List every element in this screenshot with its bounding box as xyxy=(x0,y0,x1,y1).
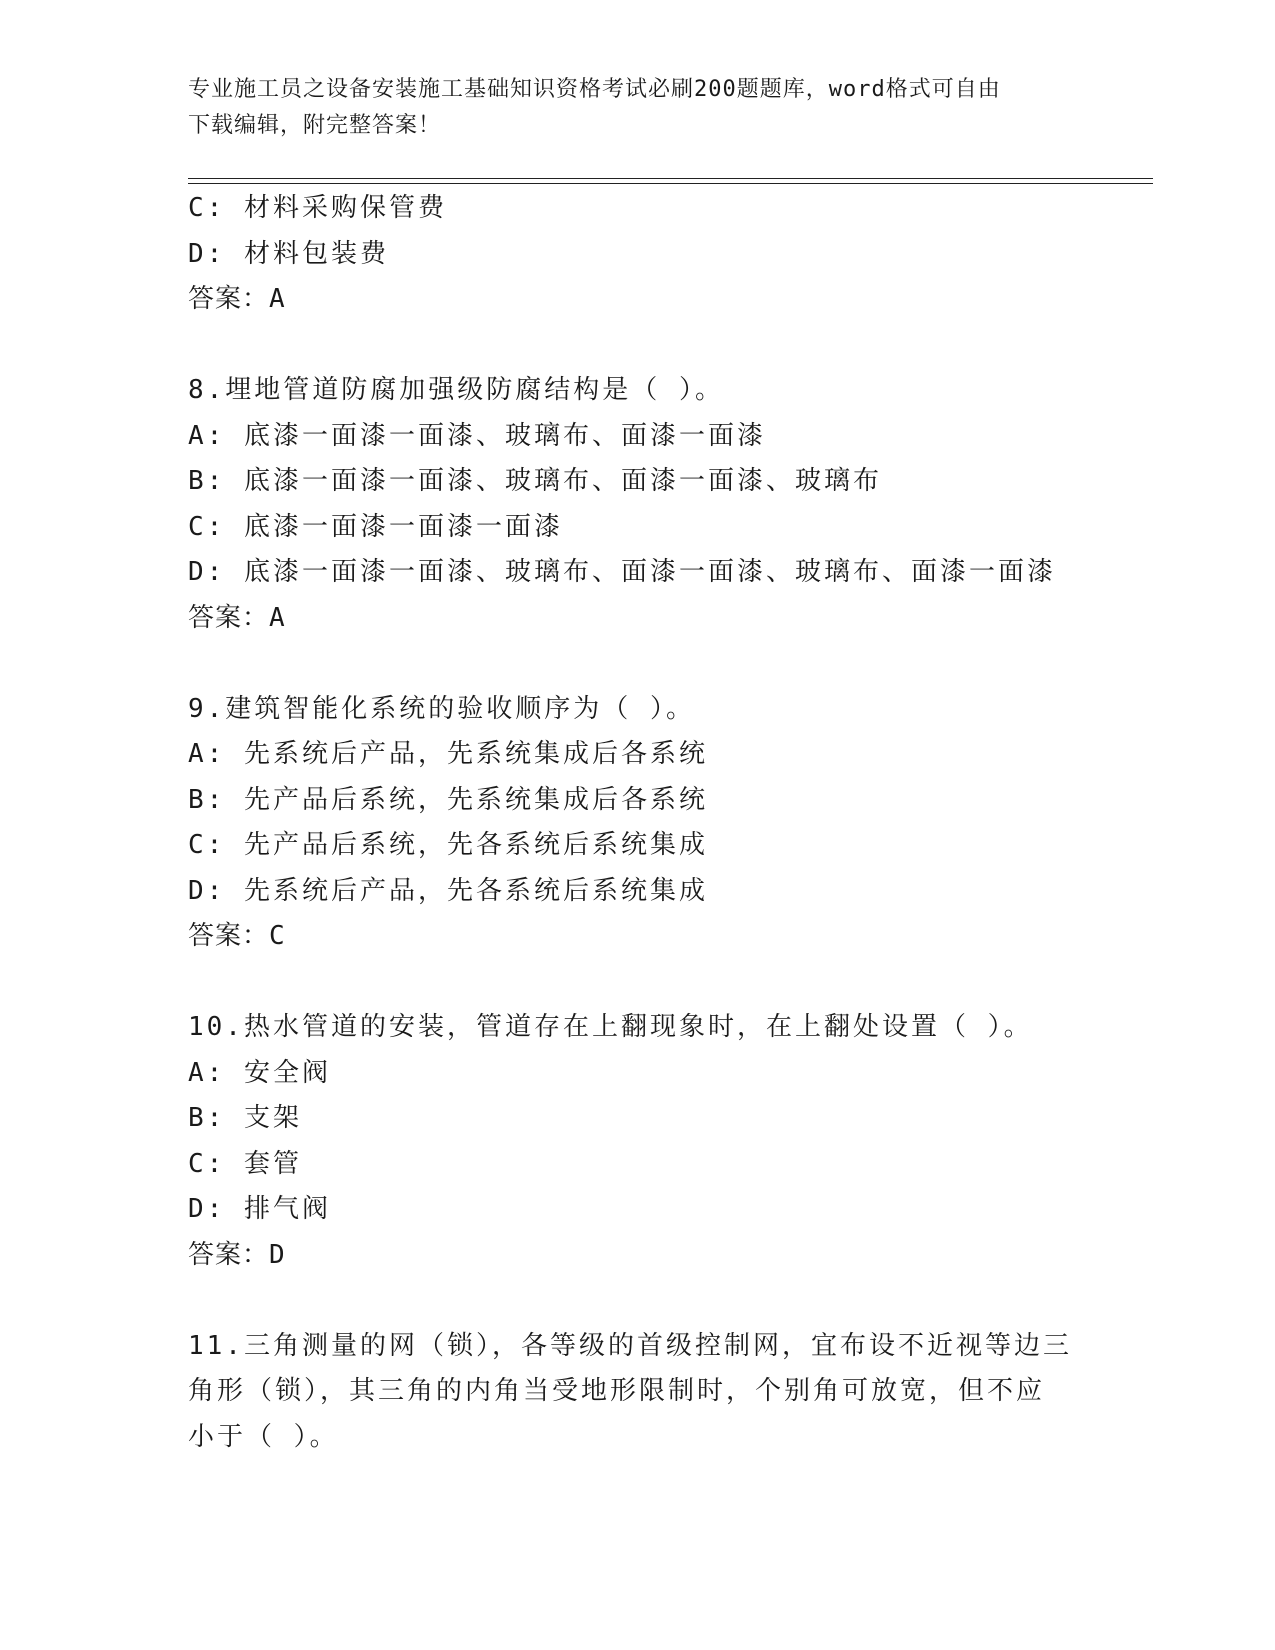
option-c: C: 底漆一面漆一面漆一面漆 xyxy=(188,511,563,542)
header-line-1: 专业施工员之设备安装施工基础知识资格考试必刷200题题库，word格式可自由 xyxy=(188,77,1001,102)
option-c: C: 材料采购保管费 xyxy=(188,193,447,223)
question-list xyxy=(188,186,1088,1460)
question-stem: 8.埋地管道防腐加强级防腐结构是（ ）。 xyxy=(188,375,724,405)
question-stem: 9.建筑智能化系统的验收顺序为（ ）。 xyxy=(188,693,695,724)
option-a: A: 底漆一面漆一面漆、玻璃布、面漆一面漆 xyxy=(188,420,766,451)
question-10 xyxy=(188,1005,1088,1278)
question-11 xyxy=(188,1324,1088,1461)
question-9 xyxy=(188,687,1088,960)
option-c: C: 套管 xyxy=(188,1148,302,1179)
header-line-2: 下载编辑，附完整答案！ xyxy=(188,113,442,138)
question-8 xyxy=(188,368,1088,641)
header-divider-bottom xyxy=(188,183,1153,184)
question-stem-line-3: 小于（ ）。 xyxy=(188,1421,339,1452)
question-fragment xyxy=(188,186,1088,323)
option-d: D: 底漆一面漆一面漆、玻璃布、面漆一面漆、玻璃布、面漆一面漆 xyxy=(188,557,1056,587)
spacer xyxy=(188,960,1088,1006)
answer: 答案：A xyxy=(188,284,286,314)
option-c: C: 先产品后系统，先各系统后系统集成 xyxy=(188,830,708,860)
answer: 答案：C xyxy=(188,921,286,951)
option-a: A: 安全阀 xyxy=(188,1057,331,1088)
option-a: A: 先系统后产品，先系统集成后各系统 xyxy=(188,739,708,769)
question-stem-line-1: 11.三角测量的网（锁），各等级的首级控制网，宜布设不近视等边三 xyxy=(188,1330,1072,1361)
question-stem: 10.热水管道的安装，管道存在上翻现象时，在上翻处设置（ ）。 xyxy=(188,1012,1033,1042)
answer: 答案：D xyxy=(188,1239,286,1270)
option-b: B: 底漆一面漆一面漆、玻璃布、面漆一面漆、玻璃布 xyxy=(188,466,882,496)
document-header xyxy=(188,72,1068,144)
option-d: D: 材料包装费 xyxy=(188,238,389,269)
option-b: B: 支架 xyxy=(188,1103,302,1133)
option-d: D: 排气阀 xyxy=(188,1194,331,1224)
option-b: B: 先产品后系统，先系统集成后各系统 xyxy=(188,784,708,815)
answer: 答案：A xyxy=(188,602,286,633)
header-divider-top xyxy=(188,178,1153,179)
question-stem-line-2: 角形（锁），其三角的内角当受地形限制时，个别角可放宽，但不应 xyxy=(188,1376,1046,1406)
option-d: D: 先系统后产品，先各系统后系统集成 xyxy=(188,875,708,906)
spacer xyxy=(188,641,1088,687)
spacer xyxy=(188,323,1088,369)
spacer xyxy=(188,1278,1088,1324)
